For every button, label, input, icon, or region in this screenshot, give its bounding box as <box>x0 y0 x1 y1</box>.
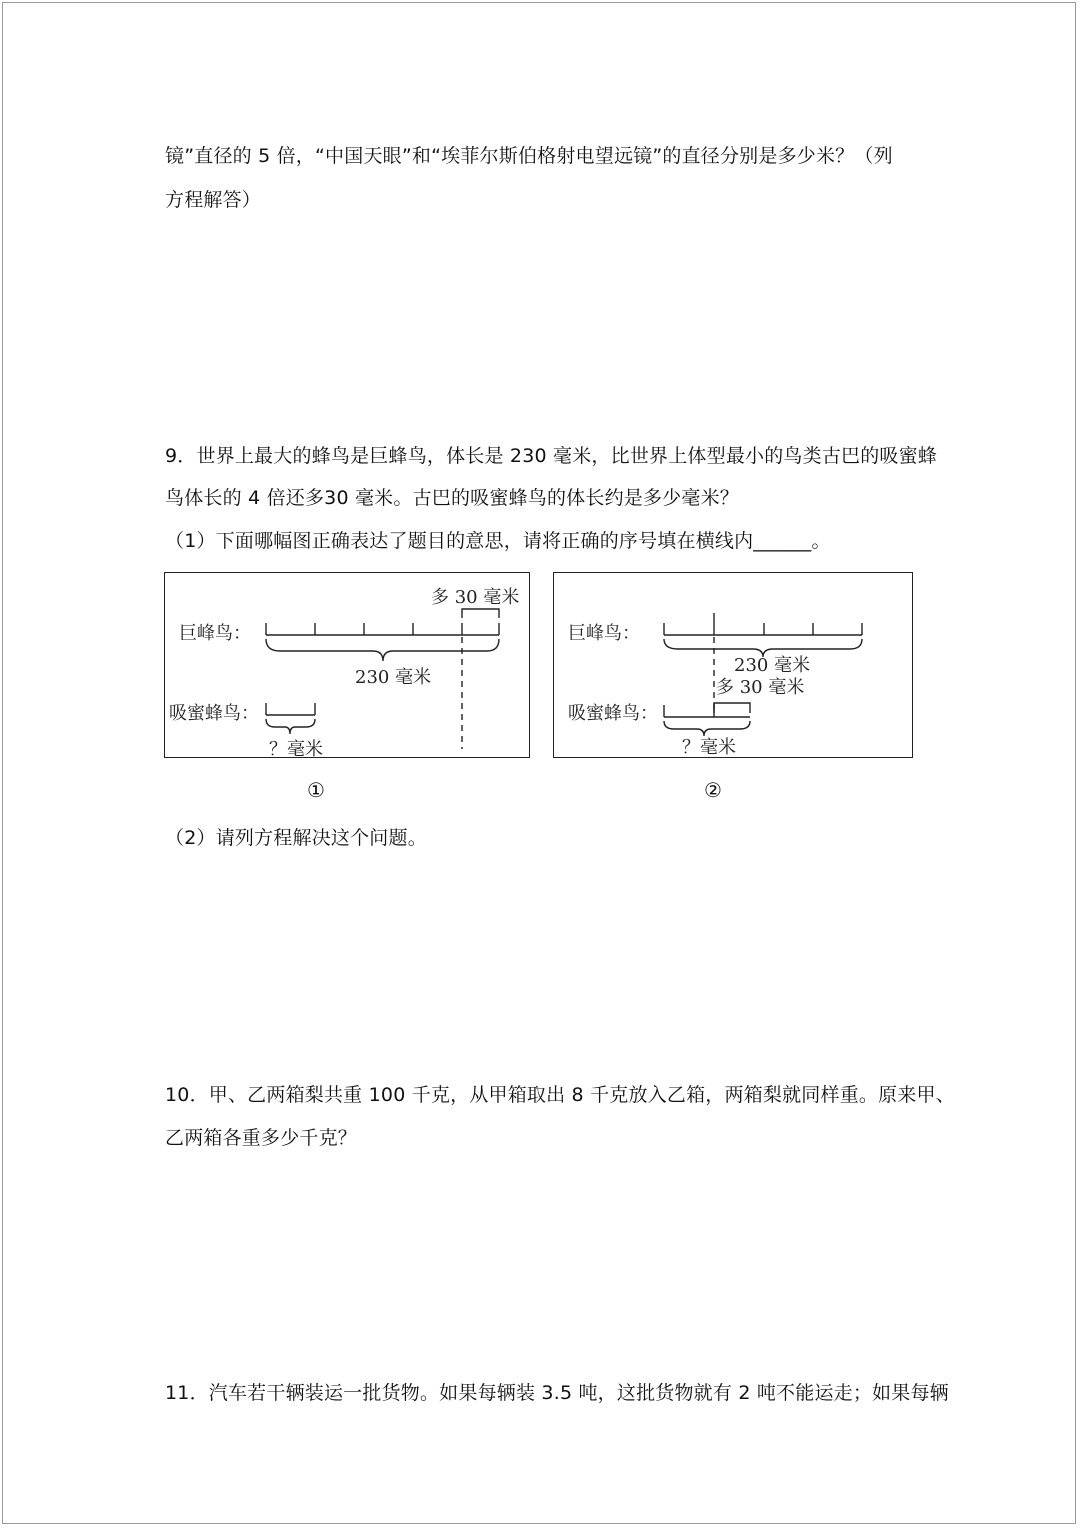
q9-part-1: （1）下面哪幅图正确表达了题目的意思，请将正确的序号填在横线内______。 <box>165 530 831 552</box>
diagram-1-svg <box>165 573 531 759</box>
diagram-2-small-bird-label: 吸蜜蜂鸟： <box>568 703 658 724</box>
q9-line-2: 鸟体长的 4 倍还多30 毫米。古巴的吸蜜蜂鸟的体长约是多少毫米？ <box>165 487 739 509</box>
diagram-1-extra-label: 多 30 毫米 <box>431 587 520 608</box>
page-border <box>2 2 1076 1524</box>
diagram-2-unknown-label: ？毫米 <box>682 737 736 758</box>
diagram-1-number: ① <box>307 778 325 802</box>
diagram-1-small-bird-label: 吸蜜蜂鸟： <box>169 703 259 724</box>
diagram-2-big-bird-label: 巨峰鸟： <box>568 623 640 644</box>
q9-part-2: （2）请列方程解决这个问题。 <box>165 827 427 849</box>
diagram-2-extra-label: 多 30 毫米 <box>716 677 805 698</box>
diagram-2-total-label: 230 毫米 <box>734 655 811 676</box>
q8-line-2: 方程解答） <box>165 189 262 211</box>
q11-line-1: 11．汽车若干辆装运一批货物。如果每辆装 3.5 吨，这批货物就有 2 吨不能运走；如果每辆 <box>165 1382 949 1404</box>
diagram-2-number: ② <box>704 778 722 802</box>
diagram-1-total-label: 230 毫米 <box>355 667 432 688</box>
q10-line-1: 10．甲、乙两箱梨共重 100 千克，从甲箱取出 8 千克放入乙箱，两箱梨就同样重。原来甲、 <box>165 1084 955 1106</box>
q10-line-2: 乙两箱各重多少千克？ <box>165 1127 358 1149</box>
diagram-1-unknown-label: ？毫米 <box>269 739 323 759</box>
diagram-1 <box>164 572 530 758</box>
q9-line-1: 9．世界上最大的蜂鸟是巨蜂鸟，体长是 230 毫米，比世界上体型最小的鸟类古巴的吸蜜蜂 <box>165 445 938 467</box>
diagram-2-svg <box>554 573 914 759</box>
q8-line-1: 镜”直径的 5 倍，“中国天眼”和“埃菲尔斯伯格射电望远镜”的直径分别是多少米？（列 <box>165 145 893 167</box>
diagram-1-big-bird-label: 巨峰鸟： <box>179 623 251 644</box>
diagram-2 <box>553 572 913 758</box>
